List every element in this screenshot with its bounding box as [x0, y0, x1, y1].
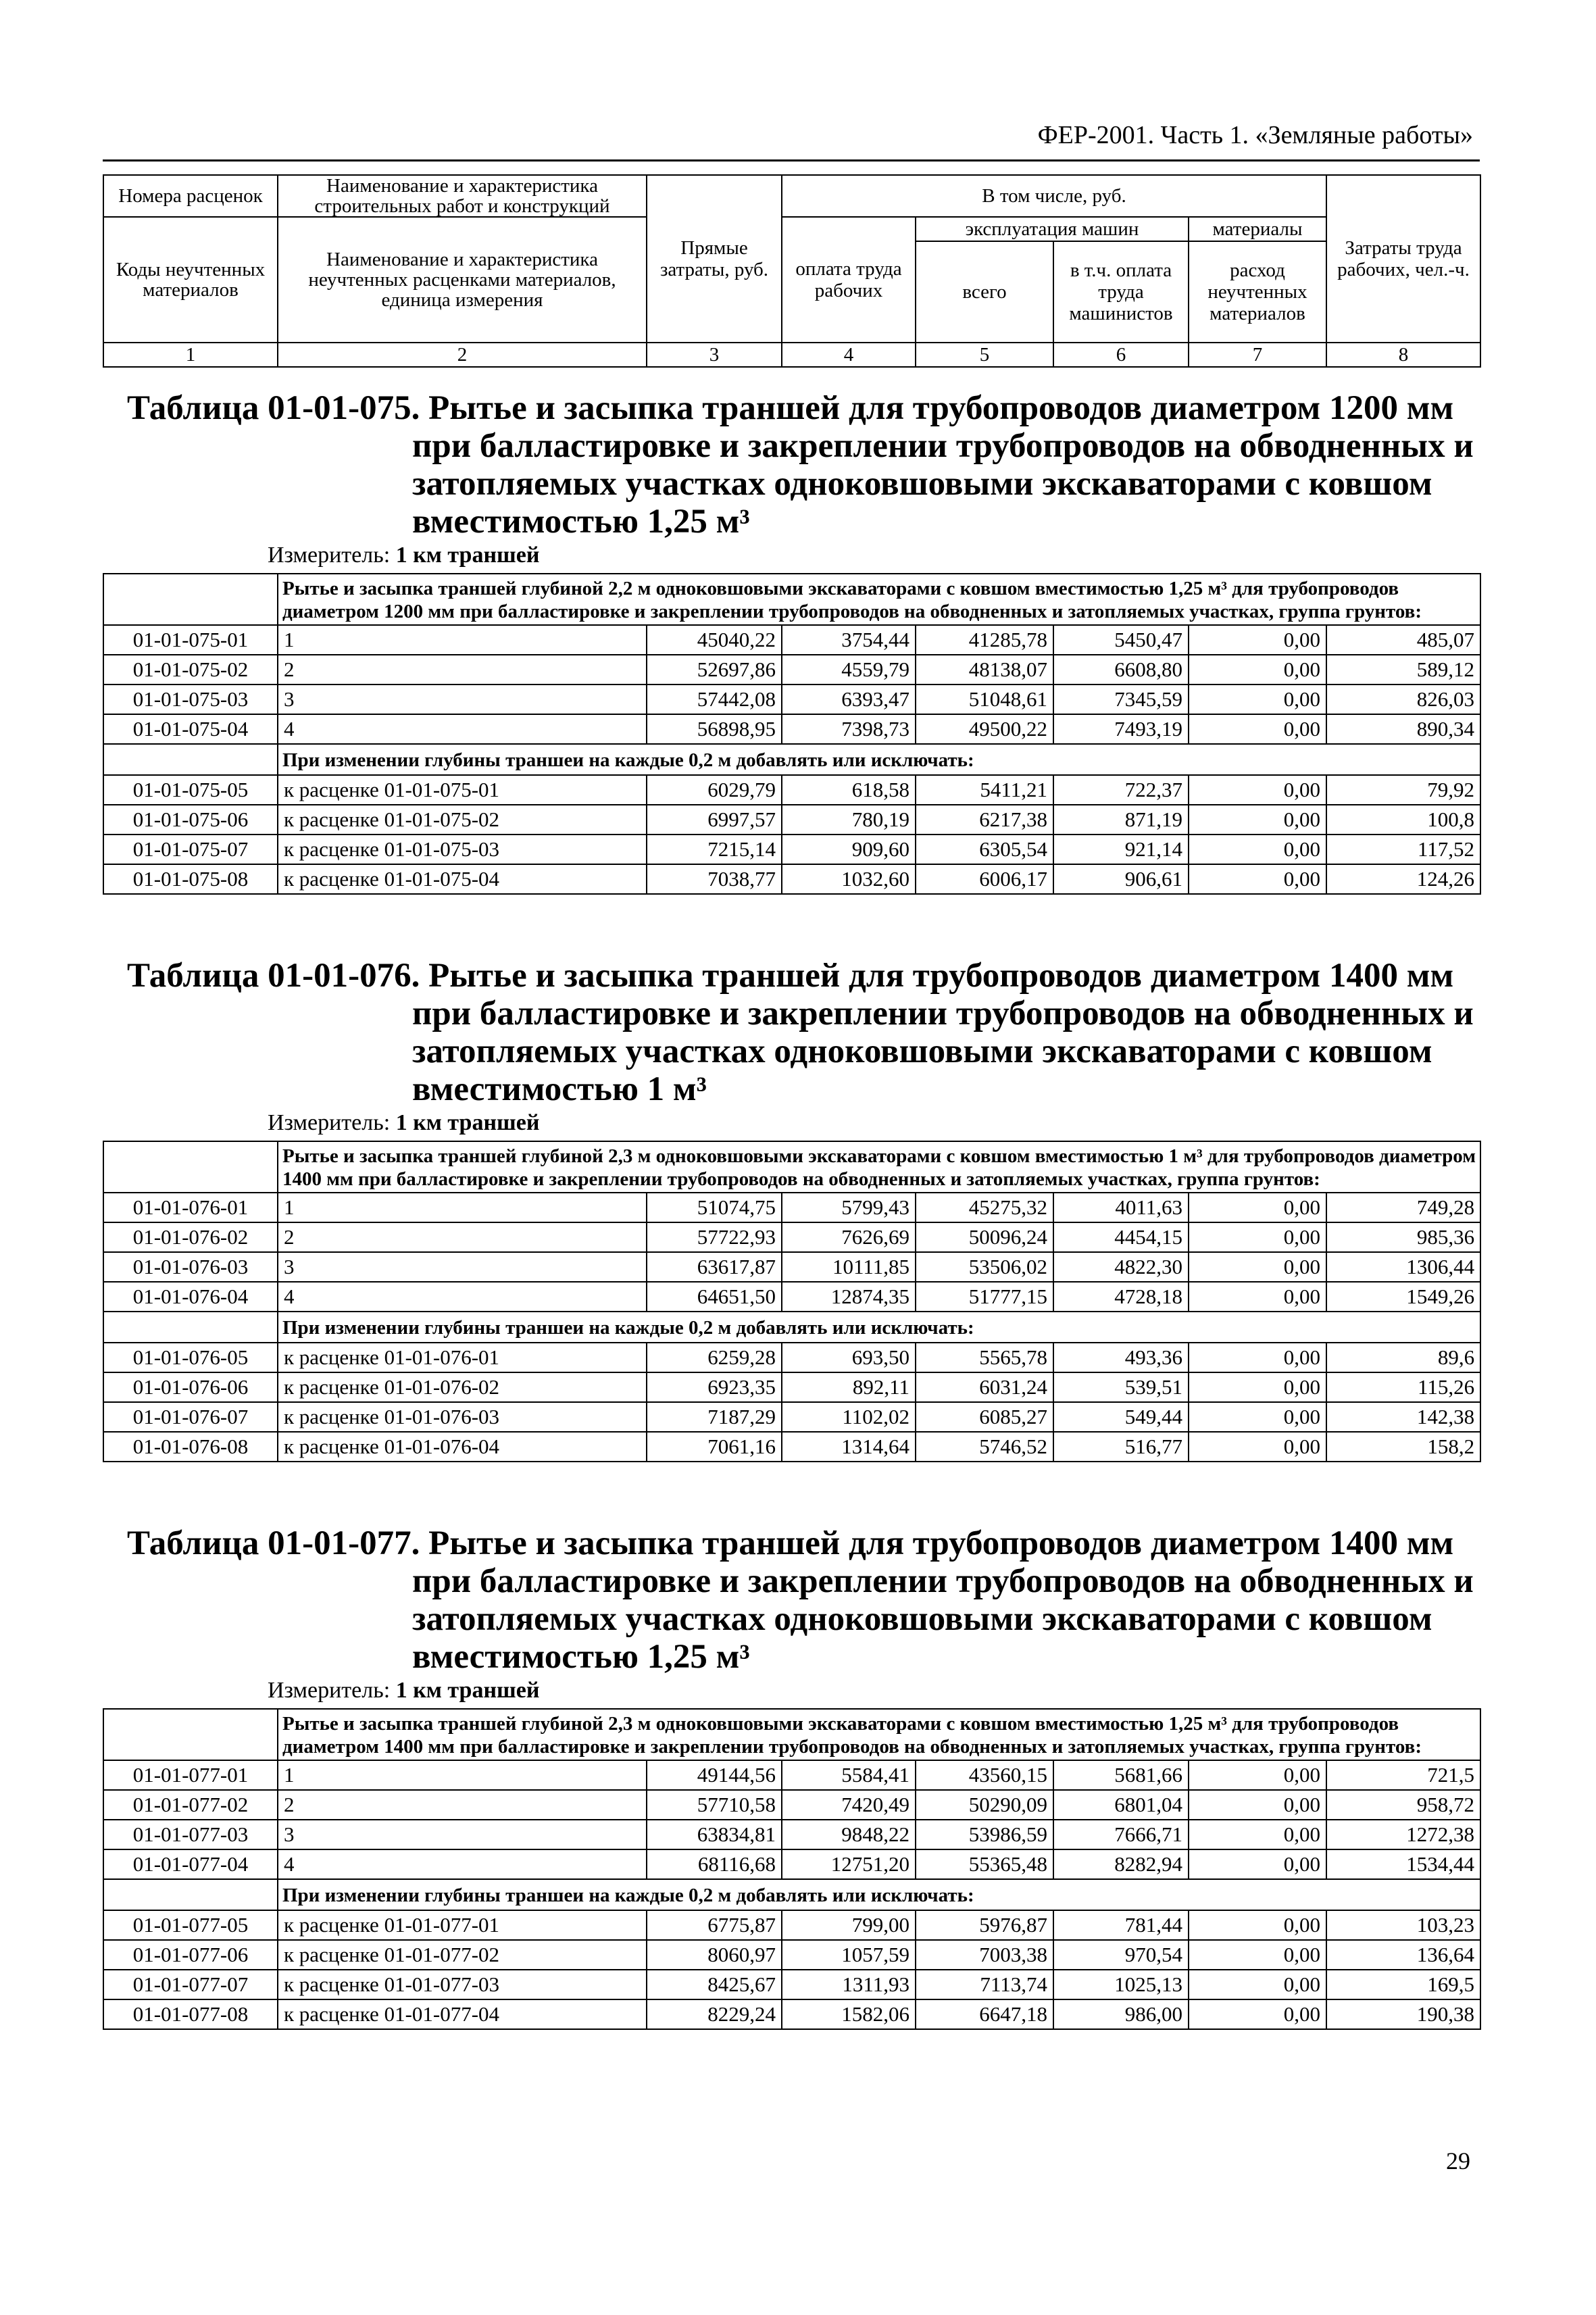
hdr-naim-bottom: Наименование и характеристика неучтенных расценками материалов, единица измерения: [278, 217, 647, 343]
hdr-nomera: Номера расценок: [103, 175, 278, 217]
hdr-oplata: оплата труда рабочих: [782, 217, 916, 343]
rates-table: [103, 1708, 1481, 2030]
table-row: 01-01-075-08 к расценке 01-01-075-04 7038,77 1032,60 6006,17 906,61 0,00 124,26: [103, 864, 1480, 894]
header-rule: [103, 159, 1480, 161]
table-row: 01-01-075-05 к расценке 01-01-075-01 6029,79 618,58 5411,21 722,37 0,00 79,92: [103, 775, 1480, 805]
measure-line: Измеритель: 1 км траншей: [268, 1110, 540, 1135]
hdr-pryamye: Прямые затраты, руб.: [647, 175, 782, 343]
table-row: 01-01-075-02 2 52697,86 4559,79 48138,07 6608,80 0,00 589,12: [103, 655, 1480, 684]
table-title: Таблица 01-01-075. Рытье и засыпка траншей для трубопроводов диаметром 1200 мм при балластировке и закреплении трубопроводов на обводненных и затопляемых участках одноковшовыми экскаваторами с ковшом вместимостью 1,25 м³: [127, 389, 1474, 541]
table-row: 01-01-077-08 к расценке 01-01-077-04 8229,24 1582,06 6647,18 986,00 0,00 190,38: [103, 1999, 1480, 2029]
table-row: 01-01-077-03 3 63834,81 9848,22 53986,59 7666,71 0,00 1272,38: [103, 1820, 1480, 1849]
hdr-num-2: 2: [278, 343, 647, 367]
hdr-materialy: материалы: [1189, 217, 1326, 241]
hdr-num-5: 5: [916, 343, 1053, 367]
table-row: 01-01-076-04 4 64651,50 12874,35 51777,15 4728,18 0,00 1549,26: [103, 1282, 1480, 1312]
hdr-num-7: 7: [1189, 343, 1326, 367]
hdr-kody: Коды неучтенных материалов: [103, 217, 278, 343]
table-row: 01-01-075-01 1 45040,22 3754,44 41285,78 5450,47 0,00 485,07: [103, 625, 1480, 655]
table-row: 01-01-077-04 4 68116,68 12751,20 55365,48 8282,94 0,00 1534,44: [103, 1849, 1480, 1879]
hdr-num-8: 8: [1326, 343, 1480, 367]
table-row: 01-01-076-03 3 63617,87 10111,85 53506,02 4822,30 0,00 1306,44: [103, 1252, 1480, 1282]
measure-line: Измеритель: 1 км траншей: [268, 1678, 540, 1703]
table-row: 01-01-075-04 4 56898,95 7398,73 49500,22 7493,19 0,00 890,34: [103, 714, 1480, 744]
table-row: 01-01-076-02 2 57722,93 7626,69 50096,24 4454,15 0,00 985,36: [103, 1222, 1480, 1252]
table-subheader: При изменении глубины траншеи на каждые 0,2 м добавлять или исключать:: [278, 1879, 1480, 1910]
table-subheader: При изменении глубины траншеи на каждые 0,2 м добавлять или исключать:: [278, 744, 1480, 775]
table-row: 01-01-076-06 к расценке 01-01-076-02 6923,35 892,11 6031,24 539,51 0,00 115,26: [103, 1372, 1480, 1402]
table-row: 01-01-076-01 1 51074,75 5799,43 45275,32 4011,63 0,00 749,28: [103, 1193, 1480, 1222]
table-row: 01-01-077-07 к расценке 01-01-077-03 8425,67 1311,93 7113,74 1025,13 0,00 169,5: [103, 1970, 1480, 1999]
hdr-num-3: 3: [647, 343, 782, 367]
hdr-naim-top: Наименование и характеристика строительных работ и конструкций: [278, 175, 647, 217]
table-row: 01-01-076-05 к расценке 01-01-076-01 6259,28 693,50 5565,78 493,36 0,00 89,6: [103, 1343, 1480, 1372]
table-row: 01-01-076-07 к расценке 01-01-076-03 7187,29 1102,02 6085,27 549,44 0,00 142,38: [103, 1402, 1480, 1432]
table-description: Рытье и засыпка траншей глубиной 2,3 м одноковшовыми экскаваторами с ковшом вместимостью 1,25 м³ для трубопроводов диаметром 1400 мм при балластировке и закреплении трубопроводов на обводненных и затопляемых участках, группа грунтов:: [278, 1709, 1480, 1760]
table-subheader: При изменении глубины траншеи на каждые 0,2 м добавлять или исключать:: [278, 1312, 1480, 1343]
hdr-num-6: 6: [1053, 343, 1189, 367]
measure-line: Измеритель: 1 км траншей: [268, 543, 540, 568]
table-description: Рытье и засыпка траншей глубиной 2,3 м одноковшовыми экскаваторами с ковшом вместимостью 1 м³ для трубопроводов диаметром 1400 мм при балластировке и закреплении трубопроводов на обводненных и затопляемых участках, группа грунтов:: [278, 1141, 1480, 1193]
table-row: 01-01-077-01 1 49144,56 5584,41 43560,15 5681,66 0,00 721,5: [103, 1760, 1480, 1790]
table-row: 01-01-077-02 2 57710,58 7420,49 50290,09 6801,04 0,00 958,72: [103, 1790, 1480, 1820]
hdr-num-4: 4: [782, 343, 916, 367]
page-header: ФЕР-2001. Часть 1. «Земляные работы»: [1037, 121, 1473, 149]
hdr-vsego: всего: [916, 241, 1053, 343]
hdr-num-1: 1: [103, 343, 278, 367]
table-title: Таблица 01-01-077. Рытье и засыпка траншей для трубопроводов диаметром 1400 мм при балластировке и закреплении трубопроводов на обводненных и затопляемых участках одноковшовыми экскаваторами с ковшом вместимостью 1,25 м³: [127, 1524, 1474, 1676]
table-row: 01-01-075-03 3 57442,08 6393,47 51048,61 7345,59 0,00 826,03: [103, 684, 1480, 714]
hdr-raskhod: расход неучтенных материалов: [1189, 241, 1326, 343]
table-row: 01-01-075-06 к расценке 01-01-075-02 6997,57 780,19 6217,38 871,19 0,00 100,8: [103, 805, 1480, 835]
table-title: Таблица 01-01-076. Рытье и засыпка траншей для трубопроводов диаметром 1400 мм при балластировке и закреплении трубопроводов на обводненных и затопляемых участках одноковшовыми экскаваторами с ковшом вместимостью 1 м³: [127, 957, 1474, 1108]
table-row: 01-01-077-06 к расценке 01-01-077-02 8060,97 1057,59 7003,38 970,54 0,00 136,64: [103, 1940, 1480, 1970]
table-description: Рытье и засыпка траншей глубиной 2,2 м одноковшовыми экскаваторами с ковшом вместимостью 1,25 м³ для трубопроводов диаметром 1200 мм при балластировке и закреплении трубопроводов на обводненных и затопляемых участках, группа грунтов:: [278, 574, 1480, 625]
rates-table: [103, 1141, 1481, 1462]
hdr-v-tom-chisle: В том числе, руб.: [782, 175, 1326, 217]
rates-table: [103, 573, 1481, 895]
hdr-vtch: в т.ч. оплата труда машинистов: [1053, 241, 1189, 343]
hdr-zatraty: Затраты труда рабочих, чел.-ч.: [1326, 175, 1480, 343]
table-row: 01-01-077-05 к расценке 01-01-077-01 6775,87 799,00 5976,87 781,44 0,00 103,23: [103, 1910, 1480, 1940]
column-header-table: [103, 174, 1481, 368]
page-number: 29: [1446, 2147, 1470, 2174]
hdr-ekspl: эксплуатация машин: [916, 217, 1189, 241]
table-row: 01-01-076-08 к расценке 01-01-076-04 7061,16 1314,64 5746,52 516,77 0,00 158,2: [103, 1432, 1480, 1462]
table-row: 01-01-075-07 к расценке 01-01-075-03 7215,14 909,60 6305,54 921,14 0,00 117,52: [103, 835, 1480, 864]
